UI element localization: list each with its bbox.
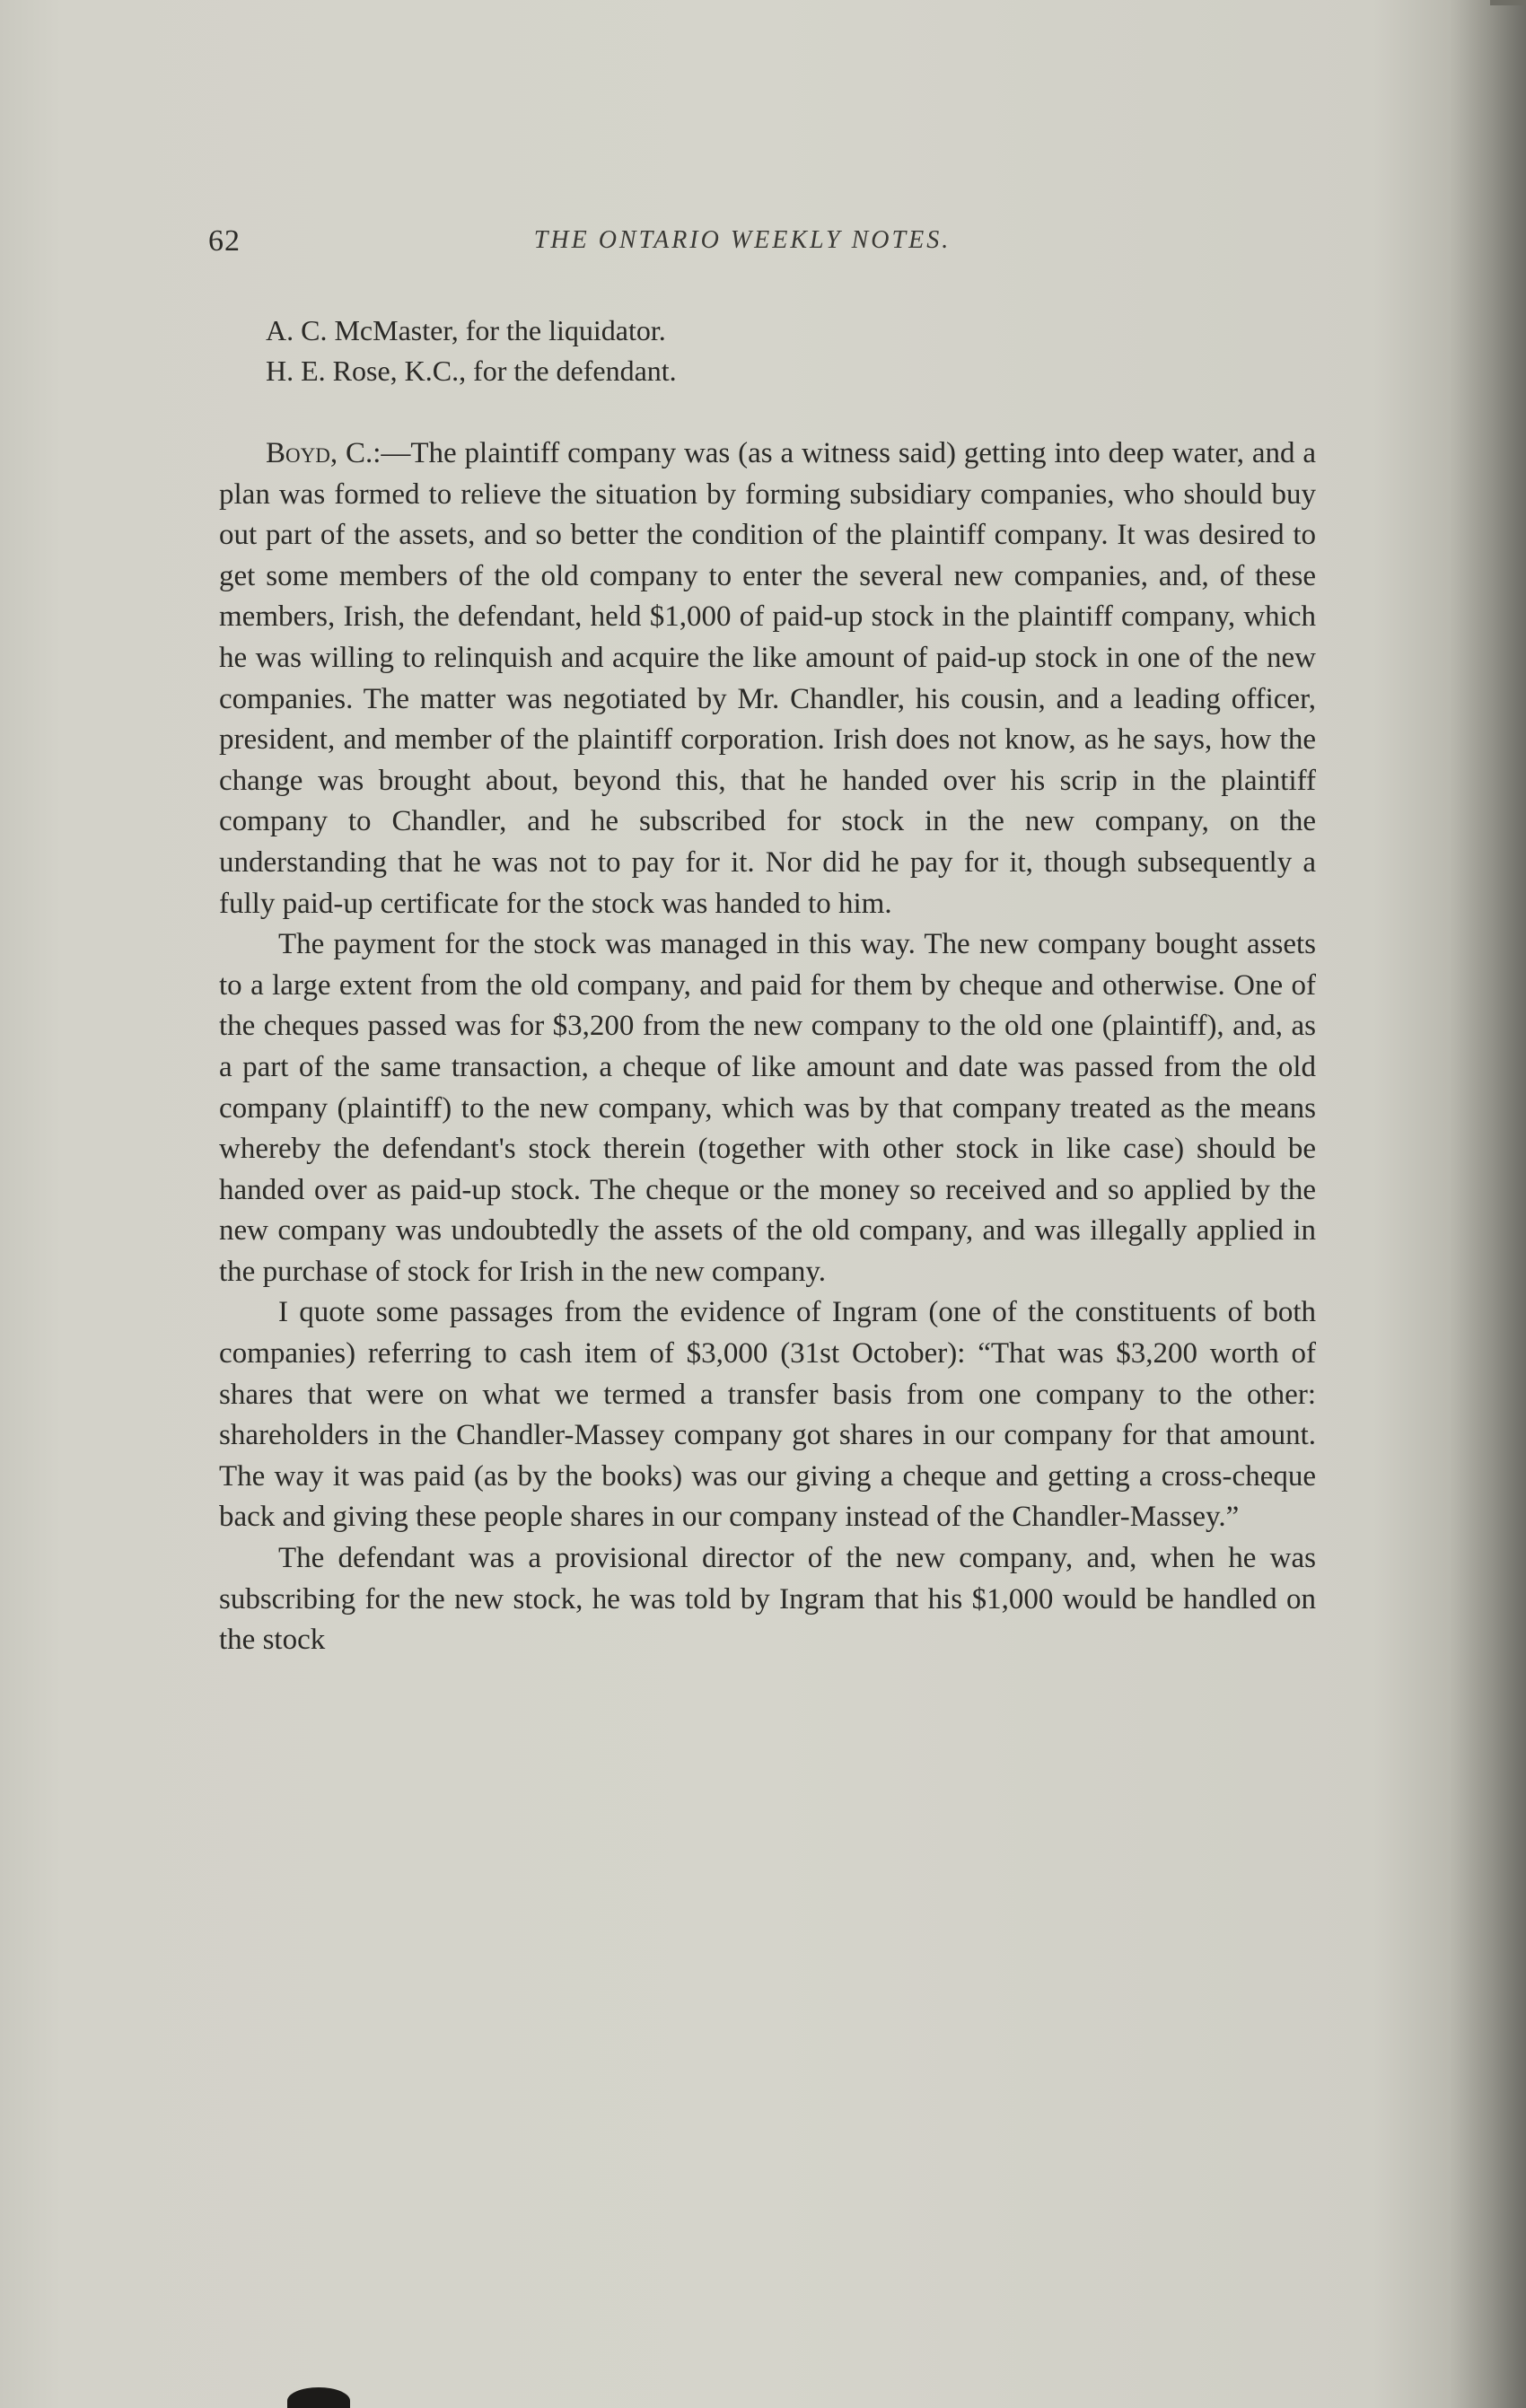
paragraph: The payment for the stock was managed in this way. The new company bought assets to a large extent from the old company, and paid for them by cheque and otherwise. One of the cheques passed was for $3,200 from the new company to the old one (plaintiff), and, as a part of the same transaction, a cheque of like amount and date was passed from the old company (plaintiff) to the new company, which was by that company treated as the means whereby the defendant's stock therein (together with other stock in like case) should be handed over as paid-up stock. The cheque or the money so received and so applied by the new company was undoubtedly the assets of the old company, and was illegally applied in the purchase of stock for Irish in the new company.: [219, 928, 1316, 1288]
counsel-list: [266, 311, 677, 391]
binding-shadow: [1450, 0, 1526, 2408]
running-head: THE ONTARIO WEEKLY NOTES.: [533, 226, 952, 254]
judgment-text: [219, 433, 1316, 1661]
paragraph: [219, 433, 1316, 924]
judge-name: Boyd: [266, 437, 330, 469]
page-edge-mark: [1490, 0, 1526, 5]
paragraph-text: , C.:—The plaintiff company was (as a witness said) getting into deep water, and a plan was formed to relieve the situation by forming subsidiary companies, who should buy out part of the assets, and so better the condition of the plaintiff company. It was desired to get some members of the old company to enter the several new companies, and, of these members, Irish, the defendant, held $1,000 of paid-up stock in the plaintiff company, which he was willing to relinquish and acquire the like amount of paid-up stock in one of the new companies. The matter was negotiated by Mr. Chandler, his cousin, and a leading officer, president, and member of the plaintiff corporation. Irish does not know, as he says, how the change was brought about, beyond this, that he handed over his scrip in the plaintiff company to Chandler, and he subscribed for stock in the new company, on the understanding that he was not to pay for it. Nor did he pay for it, though subsequently a fully paid-up certificate for the stock was handed to him.: [219, 437, 1316, 920]
paragraph: The defendant was a provisional director of the new company, and, when he was subscribing for the new stock, he was told by Ingram that his $1,000 would be handled on the stock: [219, 1542, 1316, 1657]
page-number: 62: [208, 224, 241, 258]
page-header: [208, 224, 1312, 269]
thumb-mark: [287, 2387, 350, 2408]
paragraph: I quote some passages from the evidence of Ingram (one of the constituents of both companies) referring to cash item of $3,000 (31st October): “That was $3,200 worth of shares that were on what we termed a transfer basis from one company to the other: shareholders in the Chandler-Massey company got shares in our company for that amount. The way it was paid (as by the books) was our giving a cheque and getting a cross-cheque back and giving these people shares in our company instead of the Chandler-Massey.”: [219, 1296, 1316, 1534]
counsel-line: A. C. McMaster, for the liquidator.: [266, 314, 666, 346]
counsel-line: H. E. Rose, K.C., for the defendant.: [266, 355, 677, 387]
